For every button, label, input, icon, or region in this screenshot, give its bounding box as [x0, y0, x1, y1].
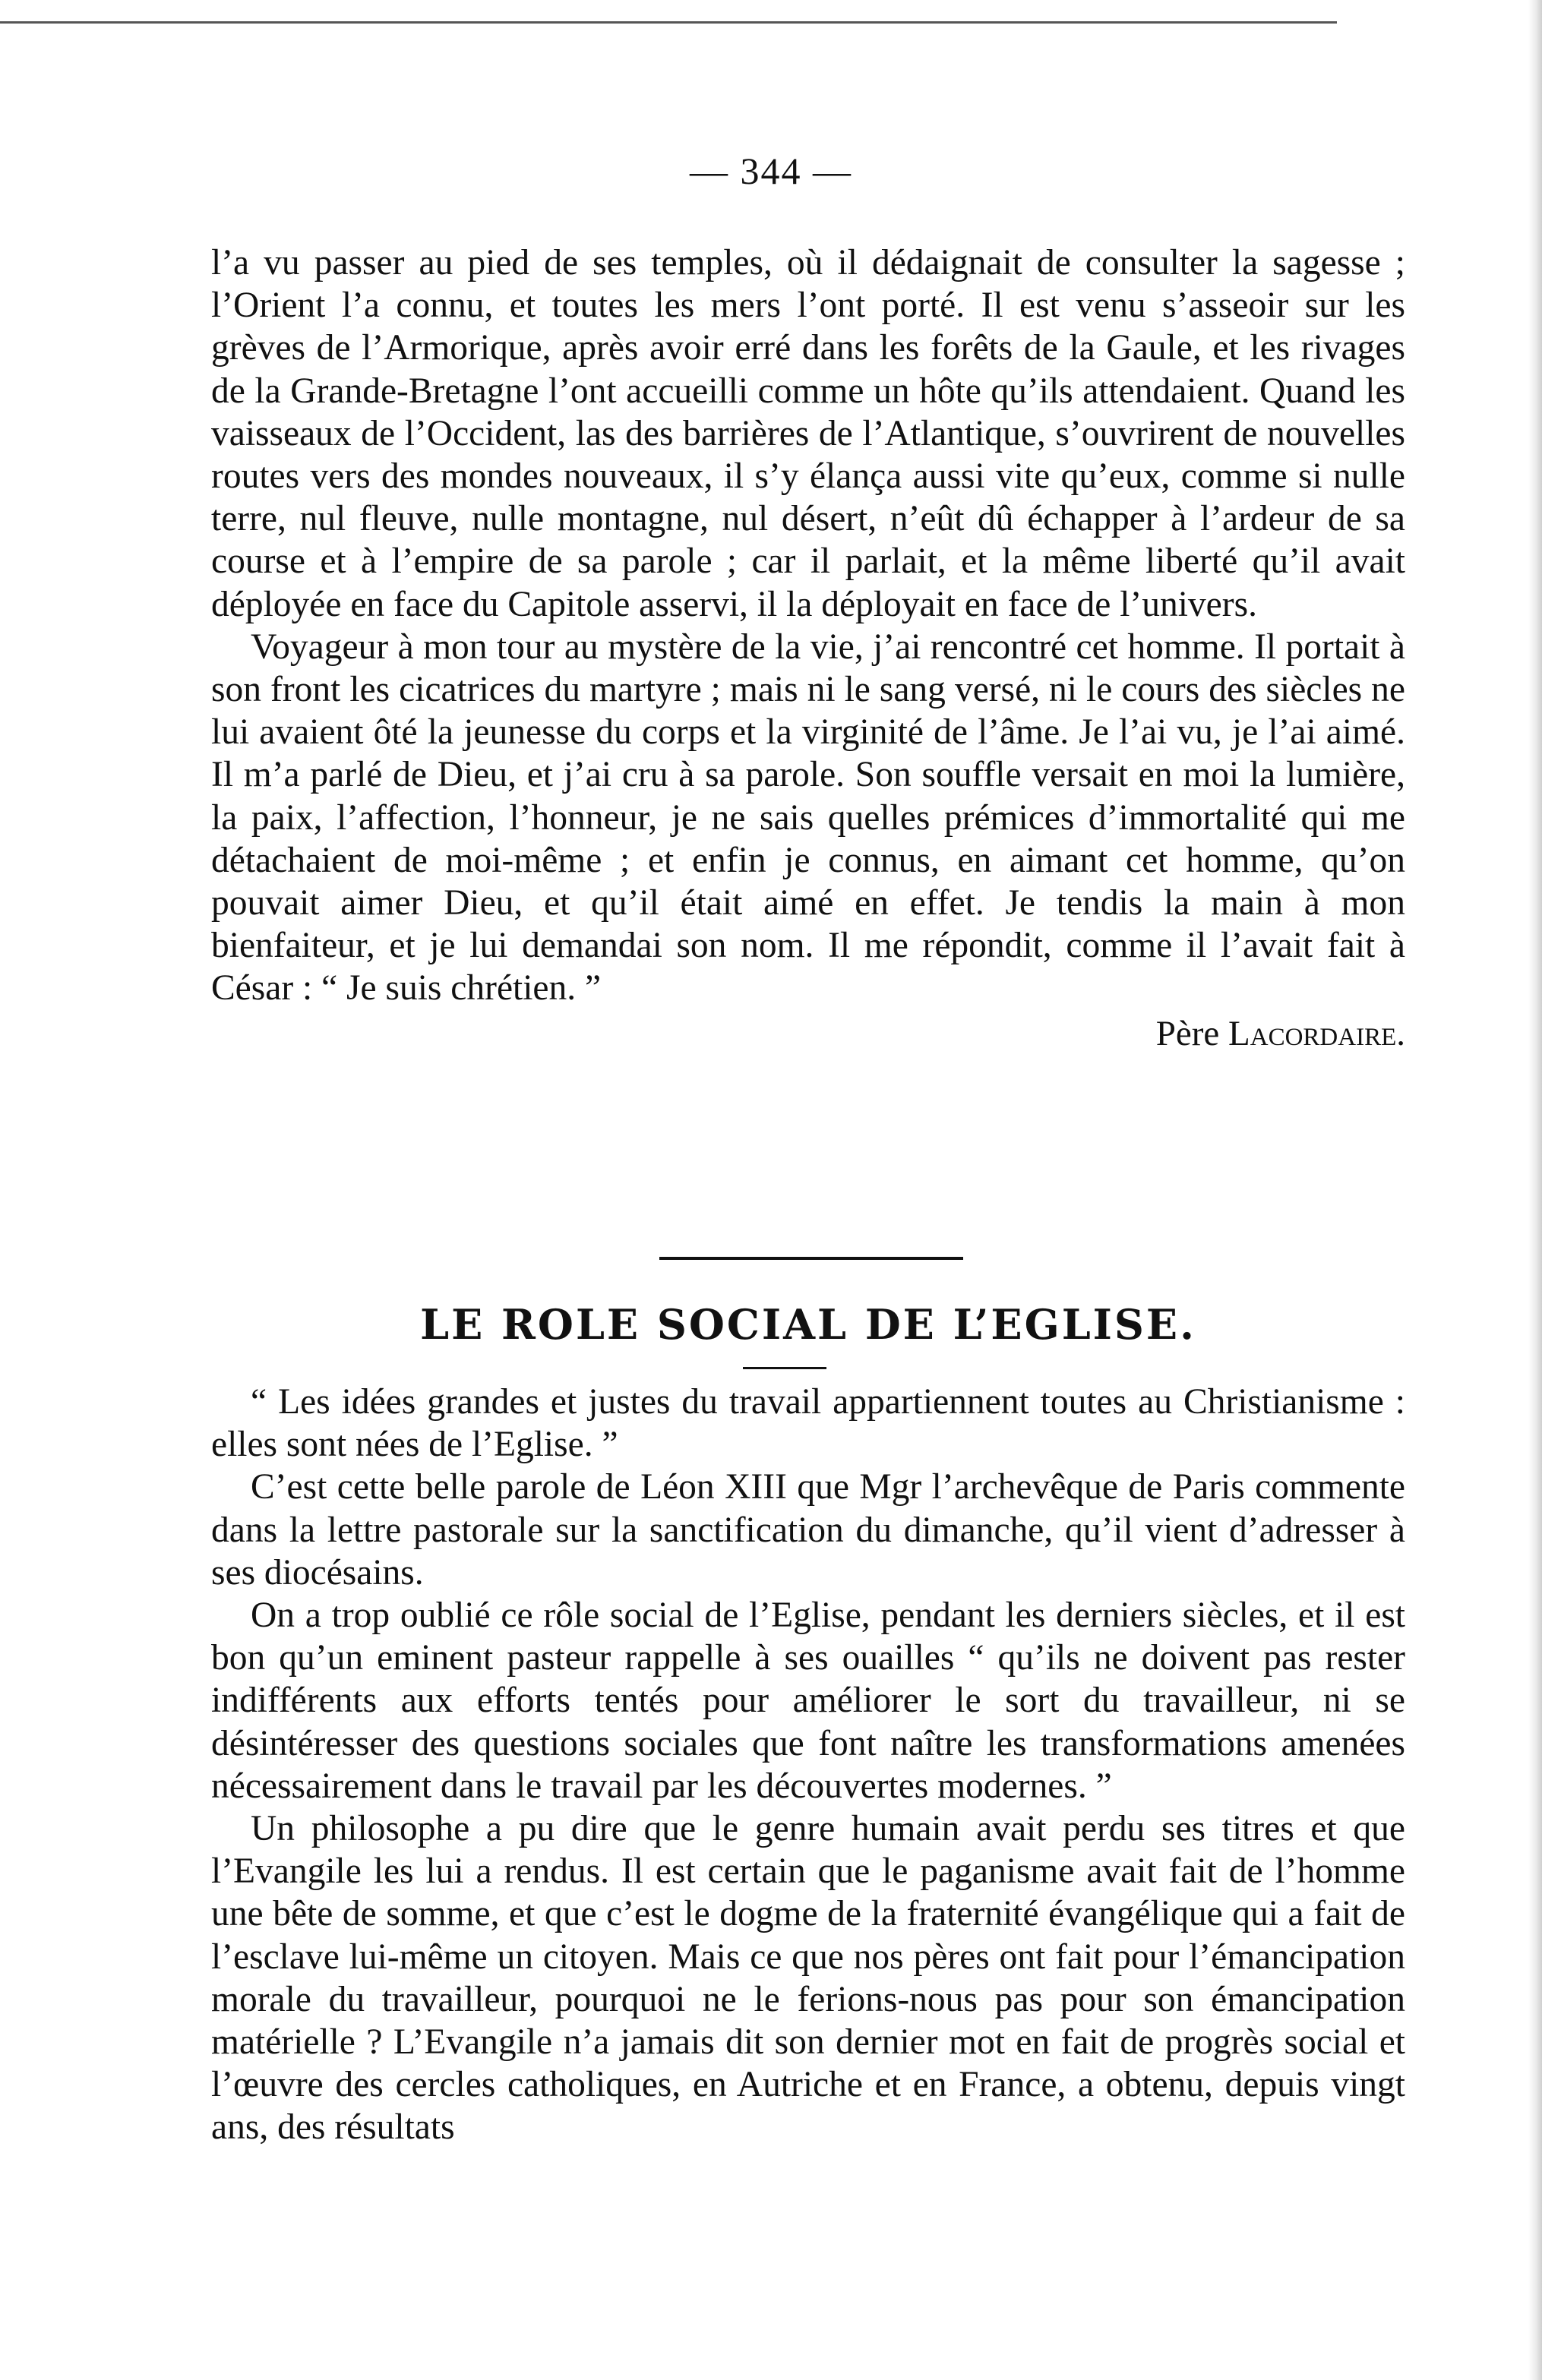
signature-name: Lacordaire.: [1228, 1013, 1405, 1053]
paragraph: “ Les idées grandes et justes du travail appartiennent toutes au Christianisme : elles sont nées de l’Eglise. ”: [211, 1382, 1405, 1465]
paragraph: Un philosophe a pu dire que le genre humain avait perdu ses titres et que l’Evangile les lui a rendus. Il est certain que le paganisme avait fait de l’homme une bête de somme, et que c’est le dogme de la fraternité évangélique qui a fait de l’esclave lui-même un citoyen. Mais ce que nos pères ont fait pour l’émancipation morale du travailleur, pourquoi ne le ferions-nous pas pour son émancipation matérielle ? L’Evangile n’a jamais dit son dernier mot en fait de progrès social et l’œuvre des cercles catholiques, en Autriche et en France, a obtenu, depuis vingt ans, des résultats: [211, 1809, 1405, 2148]
section-divider: [659, 1257, 963, 1260]
page-number: — 344 —: [690, 150, 852, 192]
title-underline: [743, 1367, 826, 1369]
section-title: LE ROLE SOCIAL DE L’EGLISE.: [420, 1300, 1196, 1349]
scan-top-edge: [0, 0, 1337, 24]
paragraph: On a trop oublié ce rôle social de l’Eglise, pendant les derniers siècles, et il est bon qu’un eminent pasteur rappelle à ses ouailles “ qu’ils ne doivent pas rester indifférents aux efforts tentés pour améliorer le sort du travailleur, ni se désintéresser des questions sociales que font naître les transformations amenées nécessairement dans le travail par les découvertes modernes. ”: [211, 1596, 1405, 1806]
paragraph: Voyageur à mon tour au mystère de la vie, j’ai rencontré cet homme. Il portait à son front les cicatrices du martyre ; mais ni le sang versé, ni le cours des siècles ne lui avaient ôté la jeunesse du corps et la virginité de l’âme. Je l’ai vu, je l’ai aimé. Il m’a parlé de Dieu, et j’ai cru à sa parole. Son souffle versait en moi la lumière, la paix, l’affection, l’honneur, je ne sais quelles prémices d’immortalité qui me détachaient de moi-même ; et enfin je connus, en aimant cet homme, qu’on pouvait aimer Dieu, et qu’il était aimé en effet. Je tendis la main à mon bienfaiteur, et je lui demandai son nom. Il me répondit, comme il l’avait fait à César : “ Je suis chrétien. ”: [211, 627, 1405, 1009]
section-body: [211, 1381, 1405, 2149]
scan-right-edge: [1528, 0, 1542, 2380]
paragraph: C’est cette belle parole de Léon XIII que Mgr l’archevêque de Paris commente dans la lettre pastorale sur la sanctification du dimanche, qu’il vient d’adresser à ses diocésains.: [211, 1467, 1405, 1592]
signature-prefix: Père: [1155, 1013, 1229, 1053]
lacordaire-excerpt: [211, 241, 1405, 1057]
paragraph: l’a vu passer au pied de ses temples, où il dédaignait de consulter la sagesse ; l’Orient l’a connu, et toutes les mers l’ont porté. Il est venu s’asseoir sur les grèves de l’Armorique, après avoir erré dans les forêts de la Gaule, et les rivages de la Grande-Bretagne l’ont accueilli comme un hôte qu’ils attendaient. Quand les vaisseaux de l’Occident, las des barrières de l’Atlantique, s’ouvrirent de nouvelles routes vers des mondes nouveaux, il s’y élança aussi vite qu’eux, comme si nulle terre, nul fleuve, nulle montagne, nul désert, n’eût dû échapper à l’ardeur de sa course et à l’empire de sa parole ; car il parlait, et la même liberté qu’il avait déployée en face du Capitole asservi, il la déployait en face de l’univers.: [211, 243, 1405, 624]
signature: [211, 1010, 1405, 1057]
